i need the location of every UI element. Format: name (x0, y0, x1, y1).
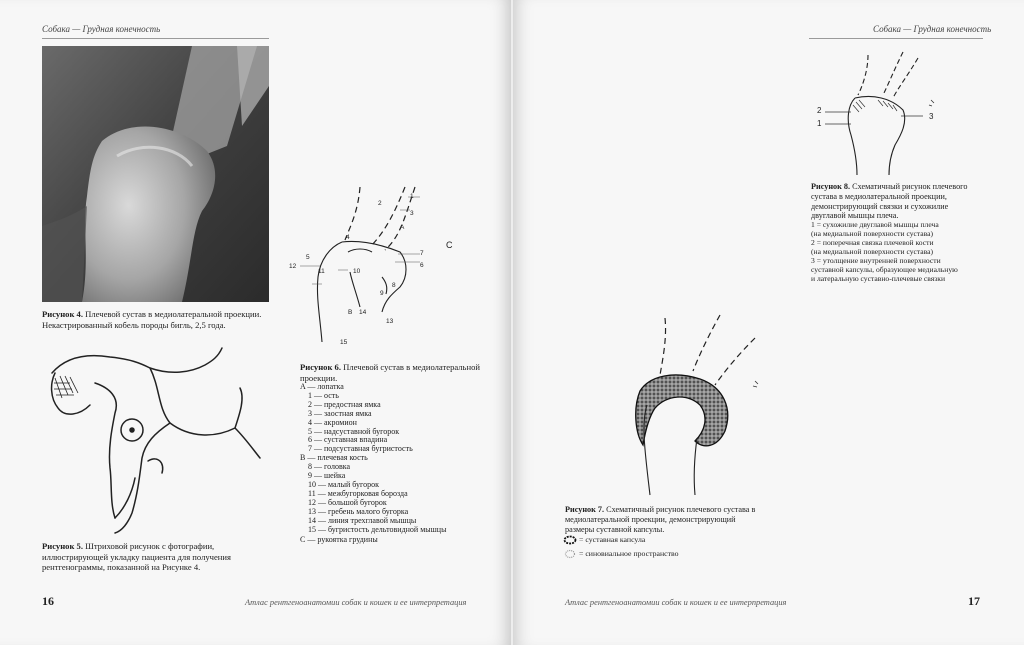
figure4-text: Плечевой сустав в медиолатеральной проекции. Некастрированный кобель породы бигль, 2,5 года. (42, 309, 262, 330)
running-header: Собака — Грудная конечность (873, 24, 992, 34)
figure6-text: Плечевой сустав в медиолатеральной проекции. (300, 362, 480, 383)
legend-item: 8 — головка (308, 462, 351, 472)
fig6-label-15: 15 (340, 339, 348, 346)
ligaments-schematic (813, 50, 943, 175)
right-page (513, 0, 1024, 645)
figure6-title: Рисунок 6. (300, 362, 341, 372)
legend-item: 14 — линия трехглавой мышцы (308, 515, 417, 525)
legend-item: 7 — подсуставная бугристость (308, 444, 413, 454)
fig8-label-2: 2 (817, 106, 822, 115)
header-rule (42, 38, 269, 39)
fig6-label-13: 13 (386, 318, 394, 325)
legend-item: 6 — суставная впадина (308, 435, 388, 445)
synovial-legend-text: = синовиальное пространство (579, 549, 679, 558)
capsule-legend-swatch (563, 535, 577, 545)
fig6-label-9: 9 (380, 290, 384, 297)
page-number-left: 16 (42, 594, 54, 608)
figure6-legend (300, 383, 446, 545)
page-number-right: 17 (968, 594, 980, 608)
fig6-label-b: B (348, 309, 353, 316)
running-footer-left: Атлас рентгеноанатомии собак и кошек и ее интерпретация (245, 598, 467, 607)
fig6-label-5: 5 (306, 254, 310, 261)
left-page (0, 0, 511, 645)
fig6-label-6: 6 (420, 262, 424, 269)
figure8-caption (811, 182, 979, 221)
legend-item: (на медиальной поверхности сустава) (811, 229, 934, 238)
figure8-text: Схематичный рисунок плечевого сустава в медиолатеральной проекции, демонстрирующий связки и сухожилие двуглавой мышцы плеча. (811, 182, 968, 221)
legend-item: 1 = сухожилие двуглавой мышцы плеча (811, 220, 939, 229)
radiograph-image (42, 46, 269, 302)
legend-item: (на медиальной поверхности сустава) (811, 247, 934, 256)
figure6-caption (300, 362, 500, 383)
legend-item: 15 — бугристость дельтовидной мышцы (308, 524, 447, 534)
fig8-label-3: 3 (929, 112, 934, 121)
fig6-label-c: C (446, 240, 453, 250)
fig6-label-1: 1 (410, 193, 414, 200)
figure7-caption (565, 505, 765, 534)
figure5-caption (42, 541, 272, 573)
running-header: Собака — Грудная конечность (42, 24, 161, 34)
fig6-label-4: 4 (346, 234, 350, 241)
figure7-text: Схематичный рисунок плечевого сустава в медиолатеральной проекции, демонстрирующий размеры суставной капсулы. (565, 505, 756, 534)
legend-item: 4 — акромион (308, 417, 357, 427)
shoulder-schematic-labeled (290, 182, 470, 352)
fig6-label-14: 14 (359, 309, 367, 316)
fig6-label-11: 11 (318, 268, 325, 275)
fig6-label-10: 10 (353, 268, 361, 275)
header-rule (809, 38, 983, 39)
legend-item: B — плечевая кость (300, 453, 368, 463)
fig6-label-7: 7 (420, 250, 424, 257)
fig8-label-1: 1 (817, 119, 822, 128)
fig6-label-a: A (400, 224, 405, 231)
running-footer-right: Атлас рентгеноанатомии собак и кошек и ее интерпретация (565, 598, 787, 607)
legend-item: 2 — предостная ямка (308, 399, 381, 409)
legend-item: C — рукоятка грудины (300, 535, 378, 545)
legend-item: 11 — межбугорковая борозда (308, 488, 408, 498)
figure4-title: Рисунок 4. (42, 309, 83, 319)
fig6-label-2: 2 (378, 200, 382, 207)
legend-item: 9 — шейка (308, 471, 346, 481)
capsule-legend-text: = суставная капсула (579, 535, 646, 544)
legend-item: 12 — большой бугорок (308, 497, 387, 507)
positioning-line-drawing (40, 343, 262, 535)
legend-item: 13 — гребень малого бугорка (308, 506, 409, 516)
figure8-title: Рисунок 8. (811, 182, 851, 191)
synovial-legend-swatch (563, 549, 577, 559)
fig6-label-3: 3 (410, 210, 414, 217)
legend-item: 3 — заостная ямка (308, 408, 372, 418)
figure5-title: Рисунок 5. (42, 541, 83, 551)
legend-item: и латеральную суставно-плечевые связки (811, 274, 946, 283)
legend-item: суставной капсулы, образующее медиальную (811, 265, 958, 274)
fig6-label-8: 8 (392, 282, 396, 289)
figure7-title: Рисунок 7. (565, 505, 605, 514)
legend-item: A — лопатка (300, 382, 344, 391)
legend-item: 3 = утолщение внутренней поверхности (811, 256, 941, 265)
fig6-label-12: 12 (289, 263, 297, 270)
figure5-text: Штриховой рисунок с фотографии, иллюстрирующей укладку пациента для получения рентгенограммы, показанной на Рисунке 4. (42, 541, 231, 573)
legend-item: 1 — ость (308, 390, 339, 400)
legend-item: 5 — надсуставной бугорок (308, 426, 400, 436)
figure8-legend (811, 220, 958, 283)
figure4-caption (42, 309, 270, 330)
capsule-schematic (605, 313, 775, 495)
legend-item: 2 = поперечная связка плечевой кости (811, 238, 934, 247)
legend-item: 10 — малый бугорок (308, 479, 380, 489)
